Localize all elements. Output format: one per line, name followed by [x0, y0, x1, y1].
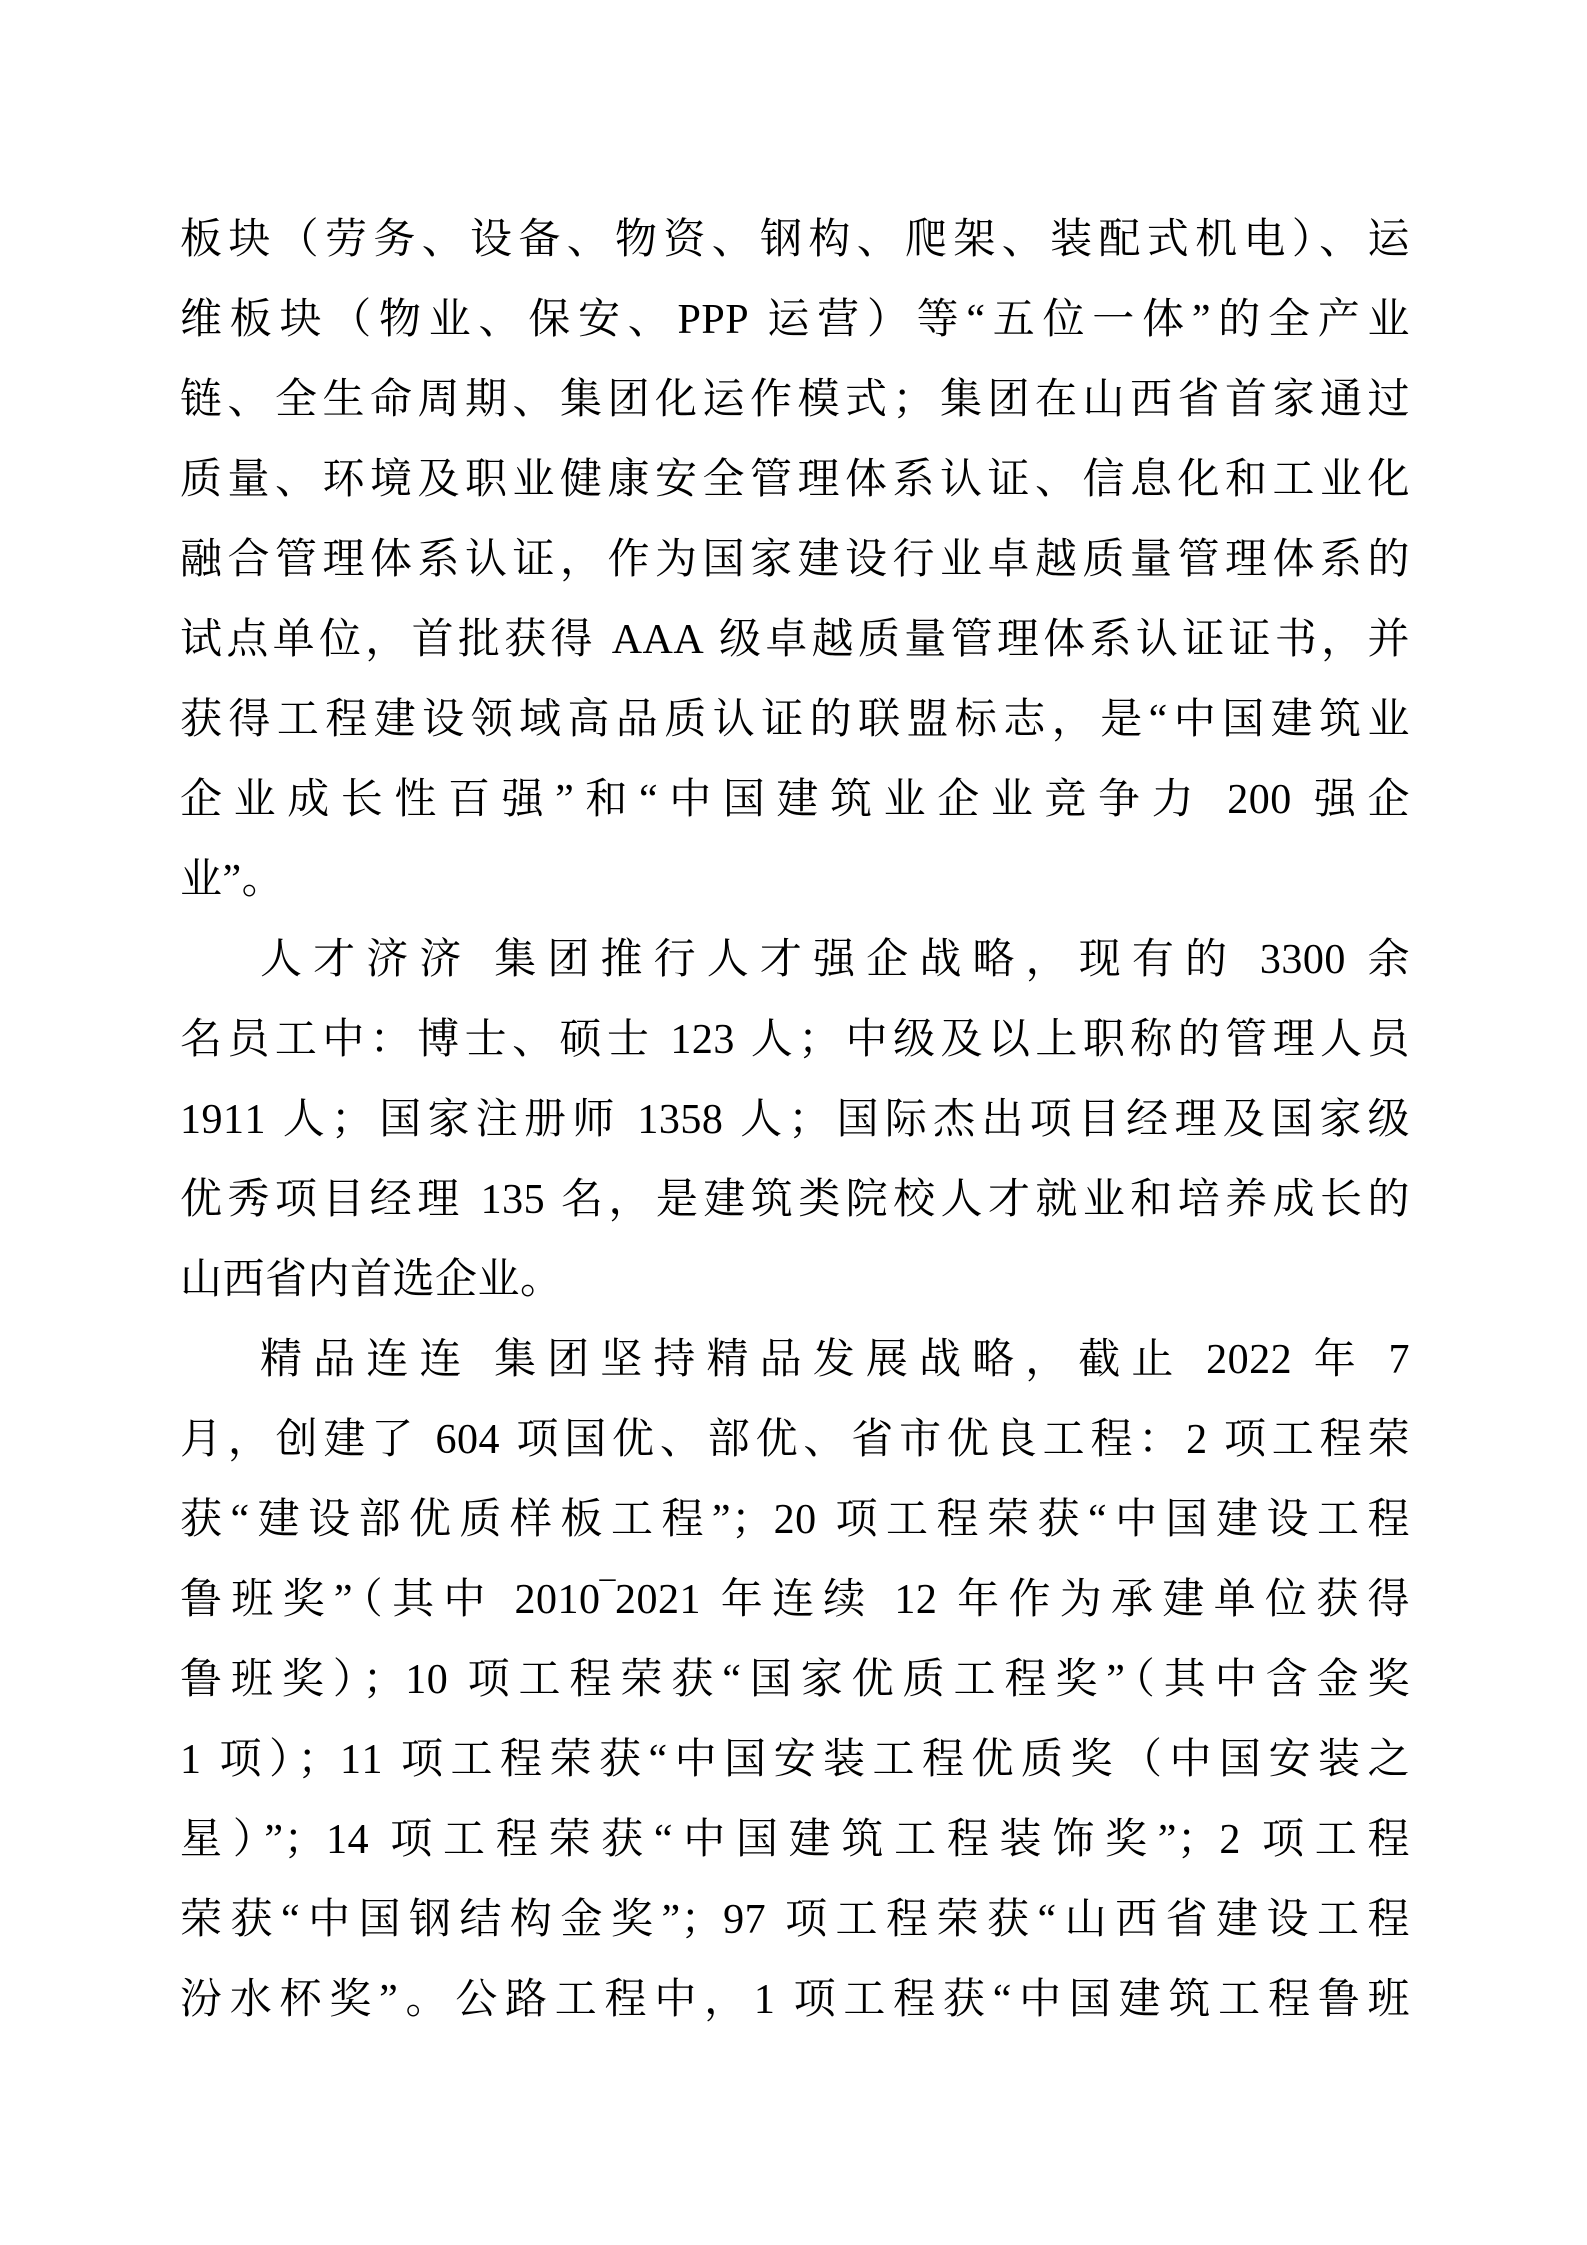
- text-line: 链、全生命周期、集团化运作模式；集团在山西省首家通过: [180, 377, 1410, 423]
- text-line: 维板块（物业、保安、PPP 运营）等“五位一体”的全产业: [180, 297, 1410, 343]
- text-line: 山西省内首选企业。: [180, 1257, 563, 1303]
- text-line: 质量、环境及职业健康安全管理体系认证、信息化和工业化: [180, 457, 1410, 503]
- text-line: 1911 人；国家注册师 1358 人；国际杰出项目经理及国家级: [180, 1097, 1410, 1143]
- text-line: 人才济济 集团推行人才强企战略，现有的 3300 余: [260, 937, 1410, 983]
- text-line: 企业成长性百强”和“中国建筑业企业竞争力 200 强企: [180, 777, 1410, 823]
- text-line: 融合管理体系认证，作为国家建设行业卓越质量管理体系的: [180, 537, 1410, 583]
- text-line: 荣获“中国钢结构金奖”；97 项工程荣获“山西省建设工程: [180, 1897, 1410, 1943]
- text-line: 1 项）；11 项工程荣获“中国安装工程优质奖（中国安装之: [180, 1737, 1410, 1783]
- text-line: 优秀项目经理 135 名，是建筑类院校人才就业和培养成长的: [180, 1177, 1410, 1223]
- text-line: 试点单位，首批获得 AAA 级卓越质量管理体系认证证书，并: [180, 617, 1410, 663]
- text-line: 获得工程建设领域高品质认证的联盟标志，是“中国建筑业: [180, 697, 1410, 743]
- text-line: 汾水杯奖”。公路工程中，1 项工程获“中国建筑工程鲁班: [180, 1977, 1410, 2023]
- text-line: 月，创建了 604 项国优、部优、省市优良工程：2 项工程荣: [180, 1417, 1410, 1463]
- text-line: 鲁班奖）；10 项工程荣获“国家优质工程奖”（其中含金奖: [180, 1657, 1410, 1703]
- text-line: 星）”；14 项工程荣获“中国建筑工程装饰奖”；2 项工程: [180, 1817, 1410, 1863]
- text-line: 获“建设部优质样板工程”；20 项工程荣获“中国建设工程: [180, 1497, 1410, 1543]
- text-line: 名员工中：博士、硕士 123 人；中级及以上职称的管理人员: [180, 1017, 1410, 1063]
- text-line: 板块（劳务、设备、物资、钢构、爬架、装配式机电）、运: [180, 217, 1410, 263]
- text-line: 鲁班奖”（其中 2010‾2021 年连续 12 年作为承建单位获得: [180, 1577, 1410, 1623]
- document-text-body: [180, 200, 1410, 2040]
- text-line: 业”。: [180, 857, 285, 903]
- text-line: 精品连连 集团坚持精品发展战略，截止 2022 年 7: [260, 1337, 1410, 1383]
